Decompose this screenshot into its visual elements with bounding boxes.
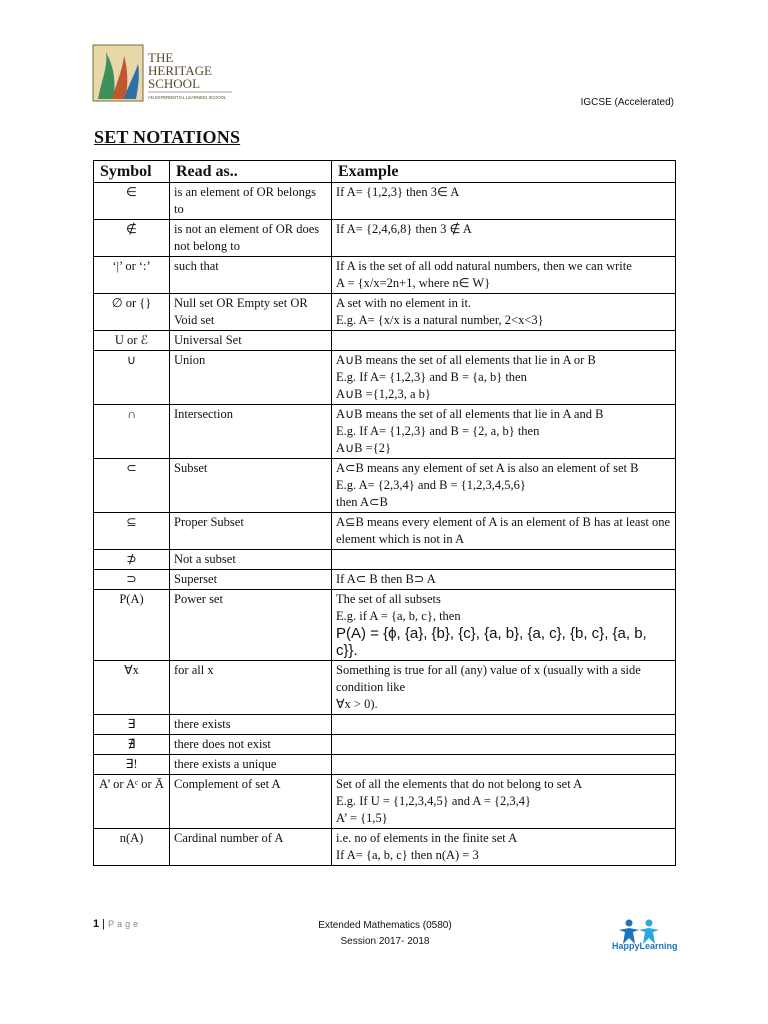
example-cell [332, 405, 676, 459]
footer-subject: Extended Mathematics (0580) [318, 920, 452, 931]
example-line: If A⊂ B then B⊃ A [336, 572, 436, 586]
example-line: A⊆B means every element of A is an element of B has at least one element which is not in A [336, 515, 670, 546]
page-footer-number: 1 | Page [93, 918, 142, 930]
example-cell [332, 294, 676, 331]
example-cell [332, 775, 676, 829]
table-row [94, 570, 676, 590]
example-line: If A= {1,2,3} then 3∈ A [336, 185, 460, 199]
read-as-cell: Union [170, 351, 332, 405]
example-line: A∪B means the set of all elements that lie in A and B [336, 407, 604, 421]
table-row [94, 513, 676, 550]
table-row [94, 550, 676, 570]
read-as-cell: there does not exist [170, 735, 332, 755]
footer-brand: HappyLearning [612, 941, 678, 951]
symbol-cell: ∈ [94, 183, 170, 220]
example-cell [332, 715, 676, 735]
logo-line1: THE [148, 50, 174, 65]
table-row [94, 829, 676, 866]
example-line: i.e. no of elements in the finite set A [336, 831, 518, 845]
table-row [94, 715, 676, 735]
example-line [336, 332, 671, 349]
example-cell [332, 183, 676, 220]
example-cell [332, 257, 676, 294]
example-line: If A= {a, b, c} then n(A) = 3 [336, 848, 479, 862]
example-line: E.g. If A= {1,2,3} and B = {a, b} then [336, 370, 527, 384]
course-label: IGCSE (Accelerated) [580, 97, 674, 108]
page-title: SET NOTATIONS [94, 127, 241, 147]
read-as-cell: Not a subset [170, 550, 332, 570]
table-row [94, 459, 676, 513]
example-line: E.g. If U = {1,2,3,4,5} and A = {2,3,4} [336, 794, 532, 808]
read-as-cell: Cardinal number of A [170, 829, 332, 866]
example-line [336, 716, 671, 733]
example-cell [332, 590, 676, 661]
read-as-cell: such that [170, 257, 332, 294]
set-notation-table [93, 160, 676, 866]
example-cell [332, 735, 676, 755]
example-line [336, 756, 671, 773]
symbol-cell: ∄ [94, 735, 170, 755]
example-cell [332, 829, 676, 866]
read-as-cell: Power set [170, 590, 332, 661]
school-logo [92, 44, 242, 104]
read-as-cell: Universal Set [170, 331, 332, 351]
table-row [94, 405, 676, 459]
table-row [94, 661, 676, 715]
symbol-cell: A’ or Aᶜ or Ā [94, 775, 170, 829]
symbol-cell: ∃! [94, 755, 170, 775]
example-cell [332, 570, 676, 590]
symbol-cell: ‘|’ or ‘:’ [94, 257, 170, 294]
example-line: E.g. A= {x/x is a natural number, 2<x<3} [336, 313, 544, 327]
symbol-cell: ⊃ [94, 570, 170, 590]
example-line: ∀x > 0). [336, 697, 378, 711]
symbol-cell: ∀x [94, 661, 170, 715]
example-line: A∪B ={1,2,3, a b} [336, 387, 431, 401]
symbol-cell: ∪ [94, 351, 170, 405]
table-row [94, 735, 676, 755]
symbol-cell: ∃ [94, 715, 170, 735]
symbol-cell: ∩ [94, 405, 170, 459]
table-header-row [94, 161, 676, 183]
column-header-read-as: Read as.. [170, 161, 332, 183]
read-as-cell: Intersection [170, 405, 332, 459]
example-line: A set with no element in it. [336, 296, 472, 310]
table-row [94, 755, 676, 775]
logo-line2: HERITAGE [148, 63, 212, 78]
read-as-cell: Null set OR Empty set OR Void set [170, 294, 332, 331]
symbol-cell: ⊆ [94, 513, 170, 550]
example-cell [332, 661, 676, 715]
example-line [336, 551, 671, 568]
example-line: The set of all subsets [336, 592, 441, 606]
table-row [94, 351, 676, 405]
example-line: A∪B ={2} [336, 441, 391, 455]
column-header-symbol: Symbol [94, 161, 170, 183]
read-as-cell: Complement of set A [170, 775, 332, 829]
table-row [94, 257, 676, 294]
symbol-cell: P(A) [94, 590, 170, 661]
table-row [94, 331, 676, 351]
symbol-cell: ∅ or {} [94, 294, 170, 331]
footer-course-info [300, 918, 470, 950]
read-as-cell: is not an element of OR does not belong to [170, 220, 332, 257]
table-row [94, 294, 676, 331]
example-cell [332, 550, 676, 570]
example-line: If A is the set of all odd natural numbers, then we can write [336, 259, 632, 273]
example-cell [332, 513, 676, 550]
page-number: 1 [93, 918, 100, 930]
example-line: E.g. if A = {a, b, c}, then [336, 609, 461, 623]
example-line: E.g. A= {2,3,4} and B = {1,2,3,4,5,6} [336, 478, 526, 492]
example-line: Something is true for all (any) value of x (usually with a side condition like [336, 663, 641, 694]
example-cell [332, 755, 676, 775]
example-line: A’ = {1,5} [336, 811, 388, 825]
example-line [336, 736, 671, 753]
read-as-cell: there exists [170, 715, 332, 735]
example-cell [332, 351, 676, 405]
table-row [94, 590, 676, 661]
symbol-cell: ⊂ [94, 459, 170, 513]
example-line: P(A) = {ϕ, {a}, {b}, {c}, {a, b}, {a, c}, {b, c}, {a, b, c}}. [336, 625, 647, 659]
example-line: Set of all the elements that do not belong to set A [336, 777, 583, 791]
symbol-cell: ⊅ [94, 550, 170, 570]
example-line: A⊂B means any element of set A is also an element of set B [336, 461, 639, 475]
example-line: A = {x/x=2n+1, where n∈ W} [336, 276, 491, 290]
read-as-cell: Proper Subset [170, 513, 332, 550]
logo-tagline: AN EXPERIENTIAL LEARNING SCHOOL [148, 95, 227, 100]
page-label: Page [108, 919, 142, 929]
read-as-cell: for all x [170, 661, 332, 715]
symbol-cell: U or ℰ [94, 331, 170, 351]
column-header-example: Example [332, 161, 676, 183]
symbol-cell: ∉ [94, 220, 170, 257]
example-line: E.g. If A= {1,2,3} and B = {2, a, b} then [336, 424, 540, 438]
footer-session: Session 2017- 2018 [340, 936, 430, 947]
table-row [94, 775, 676, 829]
symbol-cell: n(A) [94, 829, 170, 866]
read-as-cell: Subset [170, 459, 332, 513]
example-line: A∪B means the set of all elements that lie in A or B [336, 353, 596, 367]
read-as-cell: Superset [170, 570, 332, 590]
read-as-cell: there exists a unique [170, 755, 332, 775]
read-as-cell: is an element of OR belongs to [170, 183, 332, 220]
example-cell [332, 459, 676, 513]
table-row [94, 183, 676, 220]
table-row [94, 220, 676, 257]
example-line: If A= {2,4,6,8} then 3 ∉ A [336, 222, 472, 236]
logo-line3: SCHOOL [148, 76, 201, 91]
example-cell [332, 220, 676, 257]
example-line: then A⊂B [336, 495, 388, 509]
example-cell [332, 331, 676, 351]
